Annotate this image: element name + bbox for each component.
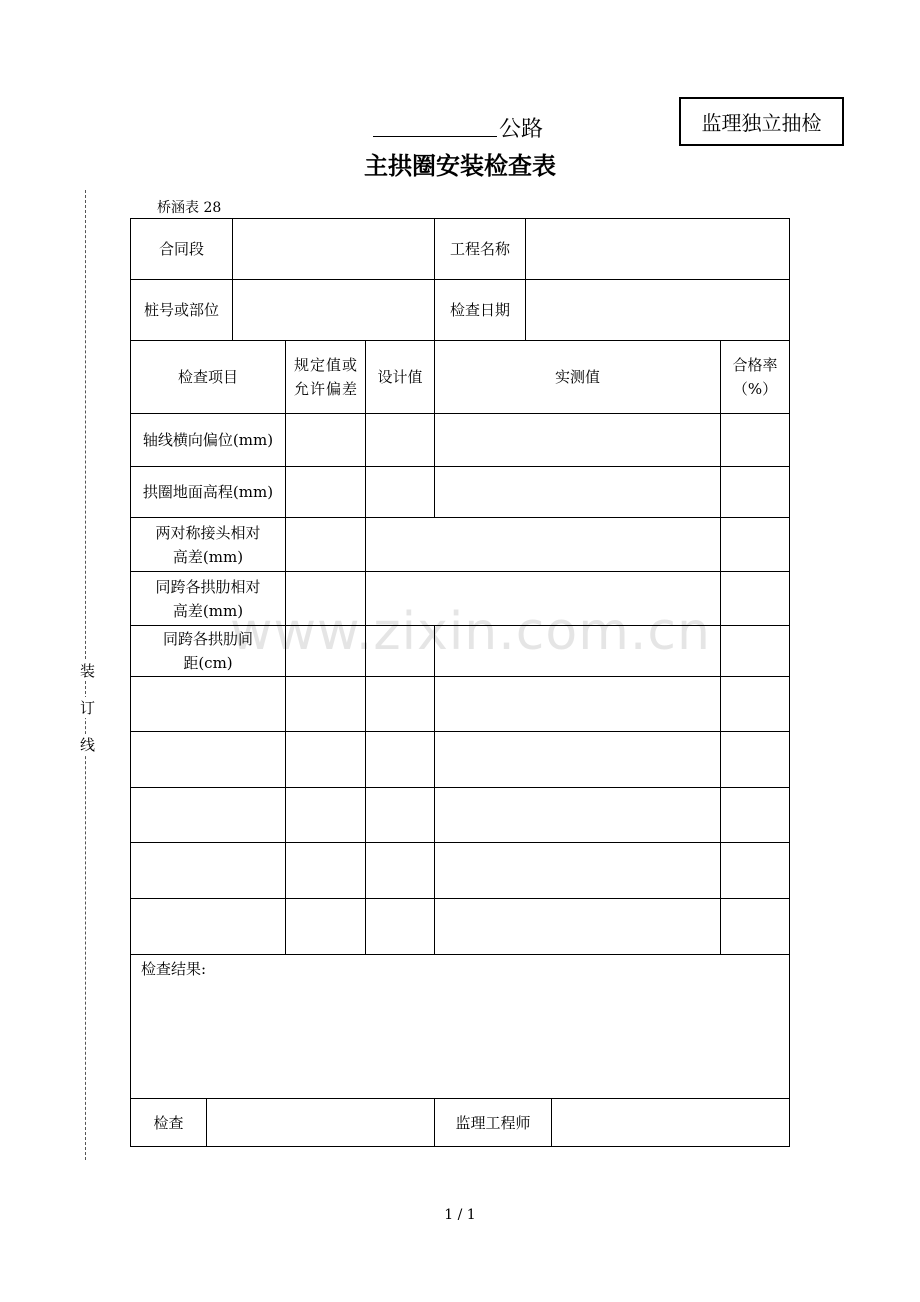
station-field[interactable] bbox=[232, 279, 435, 341]
page-title: 主拱圈安装检查表 bbox=[364, 152, 556, 180]
item-label: 两对称接头相对高差(mm) bbox=[130, 517, 286, 572]
inspection-result-field[interactable] bbox=[130, 954, 790, 1099]
allowed-cell[interactable] bbox=[285, 466, 366, 518]
rate-cell[interactable] bbox=[720, 625, 790, 677]
item-label: 同跨各拱肋间距(cm) bbox=[130, 625, 286, 677]
contract-field[interactable] bbox=[232, 218, 435, 280]
item-cell[interactable] bbox=[130, 676, 286, 732]
measured-cell[interactable] bbox=[434, 676, 721, 732]
binding-char: 订 bbox=[80, 699, 96, 717]
allowed-cell[interactable] bbox=[285, 898, 366, 955]
design-cell[interactable] bbox=[365, 625, 435, 677]
project-name-field[interactable] bbox=[525, 218, 790, 280]
station-label: 桩号或部位 bbox=[130, 279, 233, 341]
rate-cell[interactable] bbox=[720, 731, 790, 788]
allowed-cell[interactable] bbox=[285, 676, 366, 732]
inspection-date-label: 检查日期 bbox=[434, 279, 526, 341]
inspector-field[interactable] bbox=[206, 1098, 435, 1147]
allowed-cell[interactable] bbox=[285, 731, 366, 788]
rate-cell[interactable] bbox=[720, 466, 790, 518]
item-cell[interactable] bbox=[130, 787, 286, 843]
design-cell[interactable] bbox=[365, 787, 435, 843]
inspection-result-label: 检查结果: bbox=[141, 960, 207, 978]
rate-cell[interactable] bbox=[720, 842, 790, 899]
form-number: 桥涵表 28 bbox=[157, 200, 222, 216]
design-cell[interactable] bbox=[365, 842, 435, 899]
item-cell[interactable] bbox=[130, 731, 286, 788]
binding-char: 线 bbox=[80, 736, 96, 754]
allowed-cell[interactable] bbox=[285, 413, 366, 467]
measured-cell[interactable] bbox=[434, 625, 721, 677]
measured-cell[interactable] bbox=[434, 787, 721, 843]
supervision-stamp: 监理独立抽检 bbox=[679, 97, 844, 146]
allowed-cell[interactable] bbox=[285, 625, 366, 677]
contract-label: 合同段 bbox=[130, 218, 233, 280]
measured-cell[interactable] bbox=[434, 898, 721, 955]
design-cell[interactable] bbox=[365, 413, 435, 467]
project-name-label: 工程名称 bbox=[434, 218, 526, 280]
allowed-cell[interactable] bbox=[285, 571, 366, 626]
item-label: 轴线横向偏位(mm) bbox=[130, 413, 286, 467]
rate-cell[interactable] bbox=[720, 571, 790, 626]
item-label: 同跨各拱肋相对高差(mm) bbox=[130, 571, 286, 626]
watermark: www.zixin.com.cn bbox=[230, 602, 711, 662]
page-number: 1 / 1 bbox=[444, 1207, 476, 1223]
binding-char: 装 bbox=[80, 662, 96, 680]
item-label: 拱圈地面高程(mm) bbox=[130, 466, 286, 518]
rate-cell[interactable] bbox=[720, 517, 790, 572]
allowed-cell[interactable] bbox=[285, 517, 366, 572]
measured-cell[interactable] bbox=[434, 731, 721, 788]
engineer-label: 监理工程师 bbox=[434, 1098, 552, 1147]
road-suffix: 公路 bbox=[499, 117, 544, 142]
col-design-header: 设计值 bbox=[365, 340, 435, 414]
design-cell[interactable] bbox=[365, 466, 435, 518]
inspection-date-field[interactable] bbox=[525, 279, 790, 341]
measured-cell[interactable] bbox=[434, 842, 721, 899]
item-cell[interactable] bbox=[130, 898, 286, 955]
rate-cell[interactable] bbox=[720, 787, 790, 843]
col-allowed-header: 规定值或允许偏差 bbox=[285, 340, 366, 414]
measured-cell[interactable] bbox=[365, 571, 721, 626]
measured-cell[interactable] bbox=[434, 466, 721, 518]
col-rate-header: 合格率（%） bbox=[720, 340, 790, 414]
rate-cell[interactable] bbox=[720, 676, 790, 732]
rate-cell[interactable] bbox=[720, 413, 790, 467]
design-cell[interactable] bbox=[365, 676, 435, 732]
road-name-blank bbox=[373, 110, 497, 137]
allowed-cell[interactable] bbox=[285, 842, 366, 899]
col-measured-header: 实测值 bbox=[434, 340, 721, 414]
item-cell[interactable] bbox=[130, 842, 286, 899]
design-cell[interactable] bbox=[365, 898, 435, 955]
inspector-label: 检查 bbox=[130, 1098, 207, 1147]
measured-cell[interactable] bbox=[434, 413, 721, 467]
col-item-header: 检查项目 bbox=[130, 340, 286, 414]
measured-cell[interactable] bbox=[365, 517, 721, 572]
rate-cell[interactable] bbox=[720, 898, 790, 955]
design-cell[interactable] bbox=[365, 731, 435, 788]
engineer-field[interactable] bbox=[551, 1098, 790, 1147]
allowed-cell[interactable] bbox=[285, 787, 366, 843]
